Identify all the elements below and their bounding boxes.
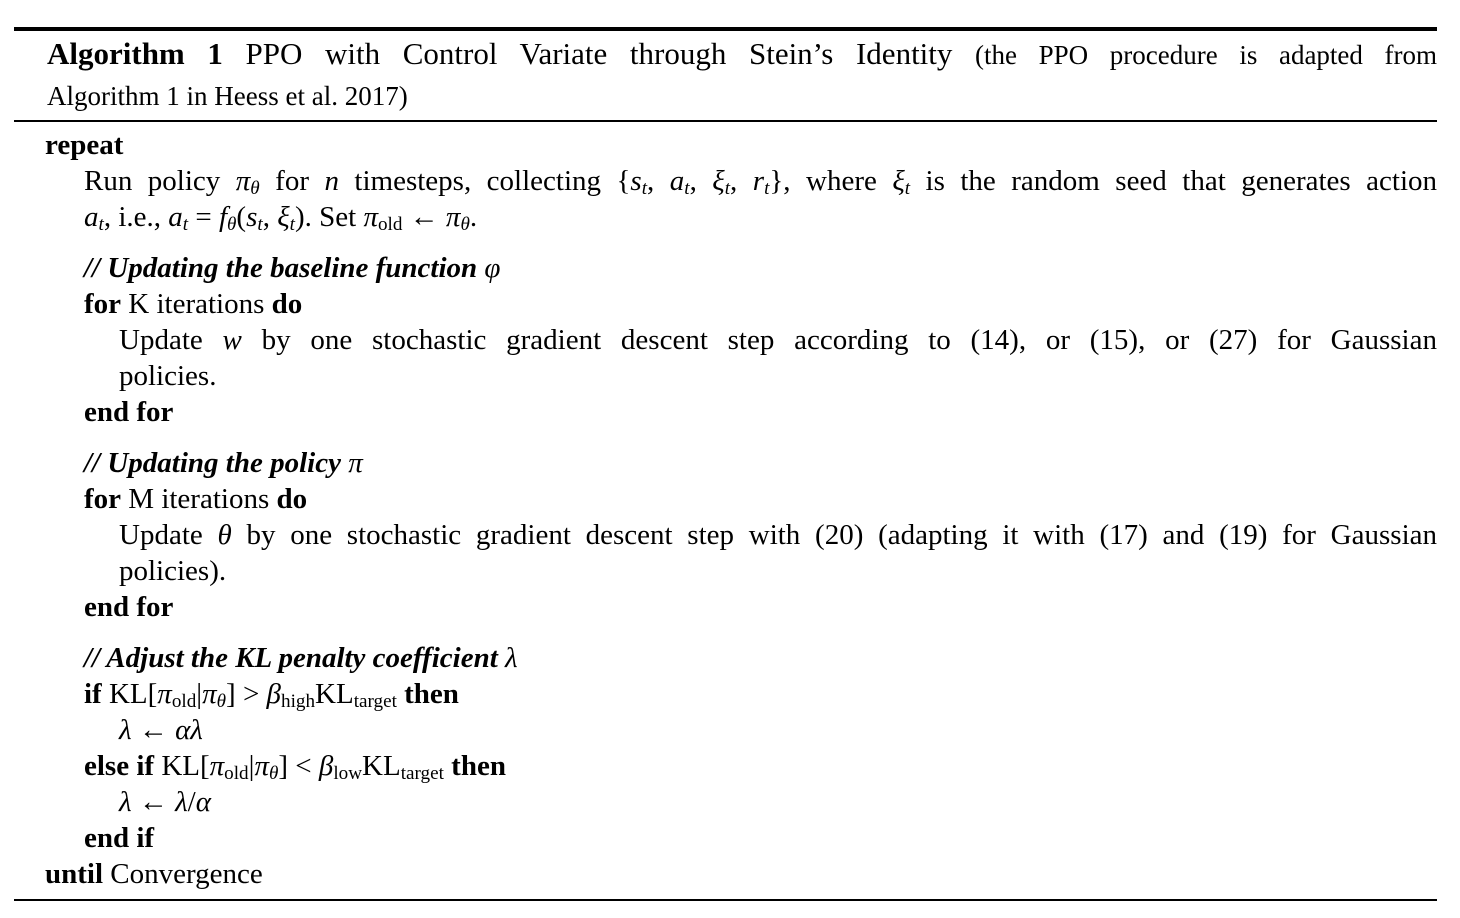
algorithm-line-11: [14, 517, 1437, 553]
text-segment: K iterations: [121, 288, 272, 320]
text-segment: old: [171, 691, 197, 713]
text-segment: Update: [119, 324, 223, 356]
text-segment: α: [195, 786, 211, 818]
text-segment: target: [353, 691, 397, 713]
text-segment: |: [248, 750, 255, 782]
text-segment: ←: [402, 201, 446, 233]
text-segment: high: [281, 691, 316, 713]
text-segment: Algorithm 1 in Heess et al. 2017): [47, 81, 408, 111]
algorithm-line-1: [14, 127, 1437, 163]
algorithm-title-line-1: [16, 34, 1437, 75]
algorithm-title: [14, 31, 1437, 120]
text-segment: λ: [119, 786, 132, 818]
algorithm-line-17: [14, 748, 1437, 784]
text-segment: a: [84, 201, 99, 233]
text-segment: is the random seed that generates action: [910, 165, 1438, 197]
text-segment: a: [168, 201, 183, 233]
text-segment: Convergence: [103, 858, 263, 890]
text-segment: KL: [362, 750, 401, 782]
text-segment: π: [157, 678, 172, 710]
algorithm-line-19: [14, 820, 1437, 856]
algorithm-line-3: [14, 199, 1437, 235]
text-segment: // Updating the policy: [84, 447, 349, 479]
text-segment: }, where: [769, 165, 893, 197]
text-segment: (the PPO procedure is adapted from: [975, 40, 1438, 70]
text-segment: else if: [84, 750, 155, 782]
text-segment: π: [348, 447, 363, 479]
text-segment: αλ: [175, 714, 203, 746]
algorithm-line-13: [14, 589, 1437, 625]
text-segment: θ: [250, 178, 260, 200]
algorithm-line-20: [14, 856, 1437, 892]
text-segment: by one stochastic gradient descent step according to (14), or (15), or (27) for Gaussian: [241, 324, 1437, 356]
algorithm-line-9: [14, 445, 1437, 481]
text-segment: π: [202, 678, 217, 710]
text-segment: θ: [216, 691, 227, 713]
text-segment: repeat: [45, 129, 124, 161]
text-segment: Algorithm 1: [47, 36, 223, 71]
text-segment: end if: [84, 822, 155, 854]
text-segment: π: [445, 201, 461, 233]
text-segment: π: [209, 750, 225, 782]
text-segment: β: [318, 750, 334, 782]
text-segment: s: [630, 165, 642, 197]
algorithm-line-10: [14, 481, 1437, 517]
text-segment: t: [257, 214, 263, 236]
text-segment: target: [400, 763, 444, 785]
algorithm-line-8: [14, 394, 1437, 430]
text-segment: ,: [730, 165, 753, 197]
text-segment: then: [451, 750, 506, 782]
algorithm-line-14: [14, 640, 1437, 676]
text-segment: Run policy: [84, 165, 236, 197]
text-segment: π: [254, 750, 269, 782]
text-segment: λ: [505, 642, 518, 674]
text-segment: for: [84, 483, 122, 515]
text-segment: KL[: [101, 678, 158, 710]
text-segment: low: [333, 763, 363, 785]
text-segment: KL[: [154, 750, 210, 782]
algorithm-line-7: [14, 358, 1437, 394]
text-segment: ] >: [226, 678, 267, 710]
algorithm-line-15: [14, 676, 1437, 712]
text-segment: if: [84, 678, 102, 710]
text-segment: timesteps, collecting {: [338, 165, 631, 197]
text-segment: λ: [175, 786, 188, 818]
text-segment: // Updating the baseline function: [84, 252, 485, 284]
text-segment: t: [641, 178, 648, 200]
text-segment: (: [236, 201, 247, 233]
text-segment: end for: [84, 396, 174, 428]
text-segment: ←: [131, 786, 176, 818]
text-segment: end for: [84, 591, 174, 623]
text-segment: ξ: [277, 201, 290, 233]
text-segment: do: [271, 288, 303, 320]
text-segment: φ: [484, 252, 501, 284]
text-segment: ,: [262, 201, 278, 233]
algorithm-line-12: [14, 553, 1437, 589]
text-segment: t: [724, 178, 731, 200]
algorithm-line-16: [14, 712, 1437, 748]
text-segment: t: [904, 178, 911, 200]
text-segment: KL: [315, 678, 354, 710]
algorithm-bottom-rule: [14, 899, 1437, 901]
algorithm-body: [14, 122, 1437, 899]
text-segment: t: [684, 178, 690, 200]
text-segment: θ: [460, 214, 470, 236]
text-segment: θ: [268, 763, 279, 785]
text-segment: ξ: [892, 165, 905, 197]
text-segment: ] <: [278, 750, 319, 782]
text-segment: /: [187, 786, 196, 818]
text-segment: a: [669, 165, 685, 197]
text-segment: ,: [689, 165, 713, 197]
text-segment: ,: [647, 165, 670, 197]
text-segment: by one stochastic gradient descent step with (20) (adapting it with (17) and (19) for Gaussian: [231, 519, 1437, 551]
text-segment: for: [259, 165, 325, 197]
algorithm-line-4: [14, 250, 1437, 286]
text-segment: ξ: [712, 165, 725, 197]
text-segment: M iterations: [121, 483, 277, 515]
text-segment: f: [218, 201, 228, 233]
text-segment: |: [196, 678, 203, 710]
text-segment: t: [289, 214, 295, 236]
text-segment: s: [246, 201, 258, 233]
text-segment: PPO with Control Variate through Stein’s Identity: [222, 36, 976, 71]
text-segment: π: [235, 165, 251, 197]
text-segment: old: [224, 763, 249, 785]
text-segment: n: [324, 165, 339, 197]
text-segment: t: [182, 214, 189, 236]
text-segment: θ: [227, 214, 237, 236]
text-segment: old: [377, 214, 403, 236]
algorithm-box: [14, 27, 1437, 901]
text-segment: t: [98, 214, 104, 236]
text-segment: until: [45, 858, 104, 890]
text-segment: w: [222, 324, 242, 356]
algorithm-line-5: [14, 286, 1437, 322]
text-segment: β: [266, 678, 281, 710]
algorithm-line-2: [14, 163, 1437, 199]
text-segment: Update: [119, 519, 218, 551]
text-segment: policies.: [119, 360, 217, 392]
text-segment: for: [84, 288, 122, 320]
text-segment: then: [404, 678, 459, 710]
text-segment: r: [752, 165, 765, 197]
text-segment: λ: [119, 714, 132, 746]
algorithm-title-line-2: [16, 75, 1437, 116]
text-segment: ←: [131, 714, 176, 746]
text-segment: π: [363, 201, 378, 233]
text-segment: // Adjust the KL penalty coefficient: [84, 642, 506, 674]
algorithm-line-6: [14, 322, 1437, 358]
text-segment: do: [276, 483, 308, 515]
text-segment: ). Set: [294, 201, 364, 233]
text-segment: , i.e.,: [103, 201, 169, 233]
text-segment: .: [469, 201, 478, 233]
text-segment: t: [764, 178, 770, 200]
text-segment: policies).: [119, 555, 227, 587]
text-segment: =: [188, 201, 219, 233]
text-segment: θ: [217, 519, 232, 551]
algorithm-line-18: [14, 784, 1437, 820]
